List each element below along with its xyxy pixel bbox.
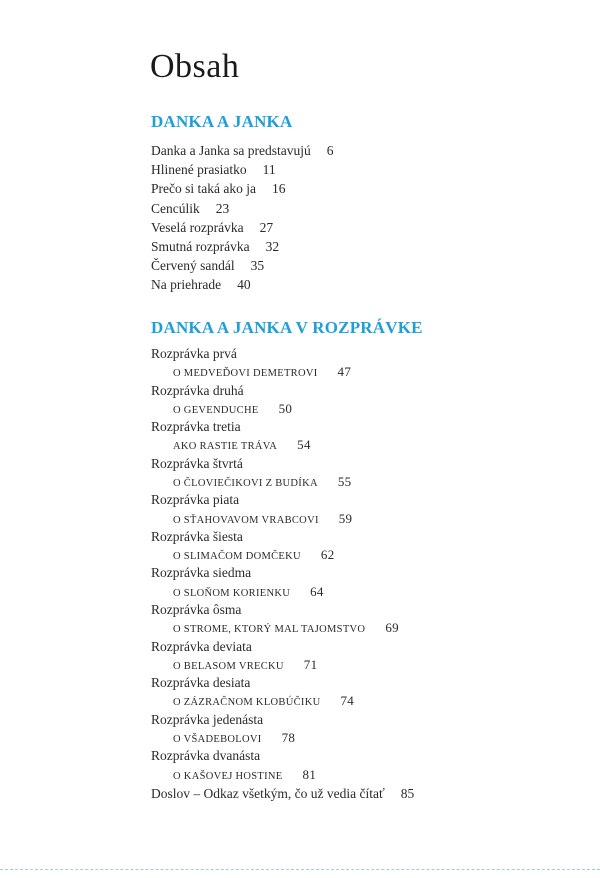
story-name: Rozprávka tretia	[151, 419, 241, 435]
entry-title: Smutná rozprávka	[151, 238, 250, 254]
story-subtitle: O ZÁZRAČNOM KLOBÚČIKU	[173, 697, 321, 709]
toc-entry[interactable]	[151, 199, 333, 218]
toc-entry[interactable]	[151, 275, 333, 294]
story-subtitle-line	[151, 400, 414, 418]
afterword-page: 85	[400, 785, 415, 801]
section-2-list	[151, 345, 414, 803]
page-edge-divider	[0, 869, 600, 870]
story-page: 69	[385, 620, 399, 636]
entry-title: Hlinené prasiatko	[151, 162, 247, 178]
afterword-title: Doslov – Odkaz všetkým, čo už vedia čítať	[151, 785, 385, 801]
story-subtitle-line	[151, 656, 414, 674]
story-subtitle-line	[151, 729, 414, 747]
entry-page: 11	[262, 162, 276, 178]
story-entry[interactable]	[151, 382, 414, 419]
story-subtitle-line	[151, 473, 414, 491]
story-entry[interactable]	[151, 601, 414, 638]
story-subtitle: O KAŠOVEJ HOSTINE	[173, 770, 283, 782]
story-subtitle: O SŤAHOVAVOM VRABCOVI	[173, 514, 319, 526]
story-page: 50	[278, 400, 293, 416]
story-entry[interactable]	[151, 564, 414, 601]
story-subtitle: O MEDVEĎOVI DEMETROVI	[173, 368, 318, 380]
story-page: 59	[338, 510, 353, 526]
story-name: Rozprávka piata	[151, 492, 240, 508]
entry-page: 35	[250, 258, 265, 274]
story-entry[interactable]	[151, 674, 414, 711]
story-name: Rozprávka siedma	[151, 565, 252, 581]
story-entry[interactable]	[151, 345, 414, 382]
story-subtitle: O VŠADEBOLOVI	[173, 733, 262, 745]
story-entry[interactable]	[151, 455, 414, 492]
entry-title: Danka a Janka sa predstavujú	[151, 143, 311, 158]
page-title: Obsah	[150, 48, 240, 85]
toc-entry[interactable]	[151, 141, 333, 160]
story-name: Rozprávka štvrtá	[151, 455, 243, 471]
story-page: 55	[337, 473, 352, 489]
entry-page: 6	[326, 143, 334, 158]
story-entry[interactable]	[151, 711, 414, 748]
story-subtitle-line	[151, 766, 414, 784]
story-subtitle-line	[151, 619, 414, 637]
section-heading-2: DANKA A JANKA V ROZPRÁVKE	[151, 318, 423, 337]
story-subtitle: O STROME, KTORÝ MAL TAJOMSTVO	[173, 624, 366, 636]
story-subtitle: O GEVENDUCHE	[173, 404, 259, 416]
story-name: Rozprávka desiata	[151, 675, 251, 691]
story-subtitle-line	[151, 363, 414, 381]
entry-title: Červený sandál	[151, 258, 235, 274]
story-subtitle: O SLOŇOM KORIENKU	[173, 587, 291, 599]
story-page: 74	[340, 693, 355, 709]
story-subtitle: O BELASOM VRECKU	[173, 660, 284, 672]
story-entry[interactable]	[151, 638, 414, 675]
toc-entry[interactable]	[151, 160, 333, 179]
toc-entry[interactable]	[151, 256, 333, 275]
entry-page: 40	[237, 277, 251, 293]
story-name: Rozprávka prvá	[151, 346, 237, 361]
story-name: Rozprávka jedenásta	[151, 711, 264, 727]
story-subtitle-line	[151, 546, 414, 564]
story-name: Rozprávka ôsma	[151, 602, 242, 618]
story-subtitle-line	[151, 583, 414, 601]
toc-entry[interactable]	[151, 237, 333, 256]
story-subtitle: AKO RASTIE TRÁVA	[173, 441, 278, 453]
entry-page: 27	[259, 219, 274, 235]
story-entry[interactable]	[151, 528, 414, 565]
story-subtitle: O ČLOVIEČIKOVI Z BUDÍKA	[173, 477, 318, 489]
entry-title: Na priehrade	[151, 277, 222, 293]
story-name: Rozprávka druhá	[151, 382, 244, 398]
entry-title: Prečo si taká ako ja	[151, 181, 256, 197]
story-subtitle-line	[151, 436, 414, 454]
story-page: 64	[310, 583, 324, 599]
section-heading-1: DANKA A JANKA	[151, 112, 293, 131]
entry-page: 16	[271, 181, 286, 197]
story-entry[interactable]	[151, 747, 414, 784]
story-name: Rozprávka šiesta	[151, 528, 243, 544]
story-name: Rozprávka deviata	[151, 638, 252, 654]
story-page: 54	[297, 437, 311, 453]
entry-title: Veselá rozprávka	[151, 219, 244, 235]
entry-page: 32	[265, 238, 280, 254]
afterword-entry[interactable]	[151, 784, 414, 803]
story-name: Rozprávka dvanásta	[151, 748, 261, 764]
story-entry[interactable]	[151, 491, 414, 528]
story-page: 62	[320, 547, 335, 563]
story-page: 71	[303, 656, 318, 672]
story-entry[interactable]	[151, 418, 414, 455]
story-subtitle-line	[151, 510, 414, 528]
entry-page: 23	[215, 200, 230, 216]
story-page: 47	[337, 364, 352, 380]
story-subtitle: O SLIMAČOM DOMČEKU	[173, 551, 301, 563]
section-1-list	[151, 141, 333, 295]
toc-entry[interactable]	[151, 218, 333, 237]
story-page: 81	[302, 766, 317, 782]
story-page: 78	[281, 729, 296, 745]
entry-title: Cencúlik	[151, 200, 200, 216]
toc-entry[interactable]	[151, 179, 333, 198]
story-subtitle-line	[151, 692, 414, 710]
